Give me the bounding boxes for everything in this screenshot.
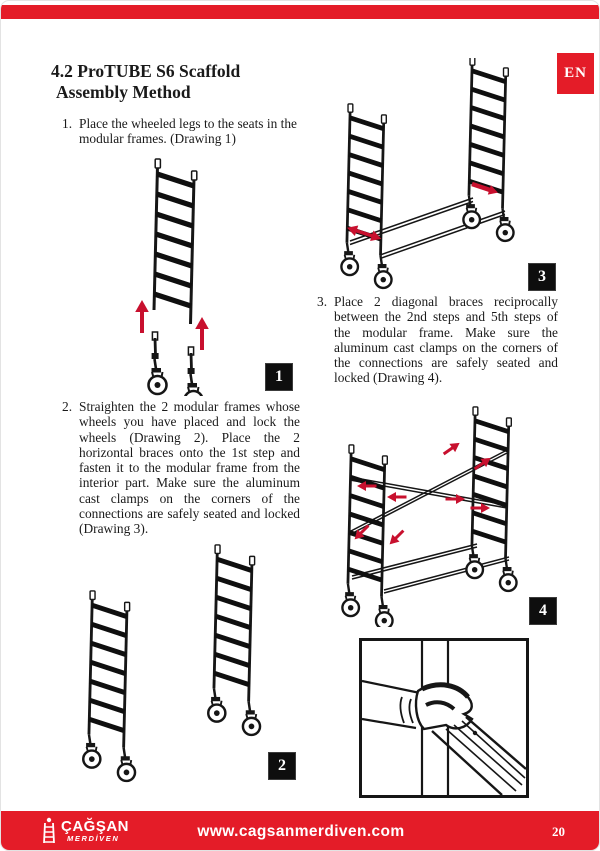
step-3-text: Place 2 diagonal braces reciprocally between the 2nd steps and 5th steps of the modular frame. Make sure the aluminum cast clamps on the corners of the connections are safely seated and locked (Drawing 4). bbox=[334, 294, 558, 386]
figure-number-1: 1 bbox=[265, 363, 293, 391]
figure-number-2: 2 bbox=[268, 752, 296, 780]
page-number: 20 bbox=[552, 824, 565, 839]
clamp-detail-drawing bbox=[362, 641, 526, 795]
drawing-4-diagonal-braces-figure bbox=[331, 392, 569, 627]
drawing-1-wheeled-legs-figure bbox=[113, 156, 303, 396]
step-1-text: Place the wheeled legs to the seats in the modular frames. (Drawing 1) bbox=[79, 116, 297, 147]
page-title-line1: 4.2 ProTUBE S6 Scaffold bbox=[51, 61, 241, 81]
top-red-bar bbox=[1, 5, 600, 19]
page-title bbox=[51, 61, 301, 102]
step-1 bbox=[62, 116, 297, 147]
step-3 bbox=[317, 294, 558, 386]
step-1-number: 1. bbox=[62, 116, 73, 131]
language-badge: EN bbox=[557, 53, 594, 94]
step-2-number: 2. bbox=[62, 399, 73, 414]
brand-subtitle: MERDİVEN bbox=[67, 834, 120, 844]
figure-number-4: 4 bbox=[529, 597, 557, 625]
step-2 bbox=[62, 399, 300, 537]
clamp-detail-figure bbox=[359, 638, 529, 798]
figure-number-3: 3 bbox=[528, 263, 556, 291]
step-3-number: 3. bbox=[317, 294, 328, 309]
footer-website-url: www.cagsanmerdiven.com bbox=[197, 823, 405, 840]
brand-name: ÇAĞŞAN bbox=[61, 817, 130, 835]
drawing-3-horizontal-braces-figure bbox=[326, 58, 561, 290]
step-2-text: Straighten the 2 modular frames whose wheels you have placed and lock the wheels (Drawing 2). Place the 2 horizontal braces onto the 1st step and fasten it to the modular frame from the interior part. Make sure the aluminum cast clamps on the corners of the connections are safely seated and locked (Drawing 3). bbox=[79, 399, 300, 537]
page-title-line2: Assembly Method bbox=[56, 81, 191, 102]
footer-bar bbox=[1, 811, 600, 851]
